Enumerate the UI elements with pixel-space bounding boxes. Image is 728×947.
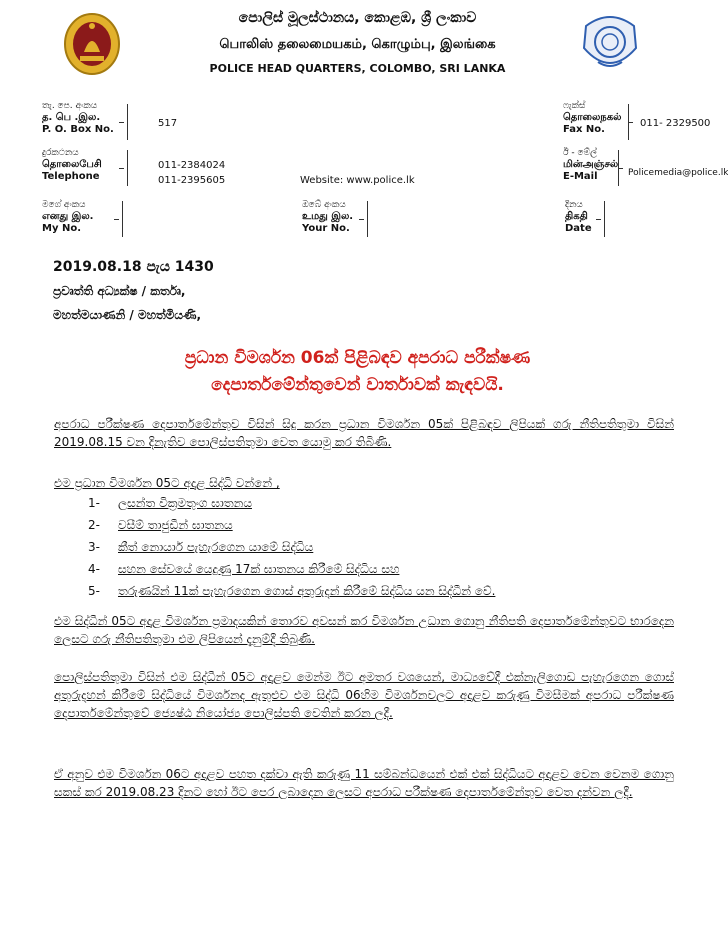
recipient: ප්‍රවෘත්ති අධ්‍යක්ෂ / කර්තෘ, [53,284,186,298]
fax-value: 011- 2329500 [640,118,711,129]
list-intro: එම ප්‍රධාන විමර්ශන 05ට අදාළ සිද්ධි වන්නේ , [54,476,280,490]
fax-bracket [628,104,636,140]
incident-list [88,496,495,606]
list-item: 4- සහන සේවයේ යෙදුණු 17ක් ඝාතනය කිරීමේ සිද්ධිය සහ [88,562,400,576]
list-item: 5- තරුණයින් 11ක් පැහැරගෙන ගොස් අතුරුදන් කිරීමේ සිද්ධිය යන සිද්ධීන් වේ. [88,584,496,598]
date-time: 2019.08.18 පැය 1430 [53,259,214,275]
po-box-value: 517 [158,118,178,129]
document-title-line-1: ප්‍රධාන විමර්ශන 06ක් පිළිබඳව අපරාධ පරීක්ෂණ [184,348,531,368]
header-tamil: பொலிஸ் தலைமையகம், கொழும்பு, இலங்கை [219,37,496,52]
list-item: 2- වසීම් තාජුඩීන් ඝාතනය [88,518,233,532]
telephone-value-2: 011-2395605 [158,175,226,186]
header-english: POLICE HEAD QUARTERS, COLOMBO, SRI LANKA [209,62,506,75]
paragraph-4: ඒ අනුව එම විමර්ශන 06ට අදාළව පහත දක්වා ඇති කරුණු 11 සම්බන්ධයෙන් එක් එක් සිද්ධියට අදාළව වෙන වෙනම ගොනු සකස් කර 2019.08.23 දිනට හෝ ඊට පෙර ලබාදෙන ලෙසට අපරාධ පරීක්ෂණ දෙපාර්තමේන්තුව වෙත දන්වන ලදී. [54,767,674,799]
date-bracket [597,201,605,237]
email-label: ඊ - මේල් மின்அஞ்சல் E-Mail [563,148,619,182]
telephone-label: දුරකථනය தொலைபேசி Telephone [42,148,102,182]
po-box-label: තැ. පෙ. අංකය த. பெ .இல. P. O. Box No. [42,101,114,135]
my-no-label: මගේ අංකය எனது இல. My No. [42,200,94,234]
list-item: 1- ලසන්ත වික්‍රමතුංග ඝාතනය [88,496,252,510]
telephone-bracket [120,150,128,186]
website-label: Website: www.police.lk [300,175,415,186]
header-sinhala: පොලිස් මූලස්ථානය, කොළඹ, ශ්‍රී ලංකාව [238,10,477,26]
paragraph-2: එම සිද්ධීන් 05ට අදාළ විමර්ශන ප්‍රමාදයකින් තොරව අවසන් කර විමර්ශන උධාන ගොනු නීතිපති දෙපාර්තමේන්තුවට භාරදෙන ලෙසට ගරු නීතිපතිතුමා එම ලිපියෙන් දැනුම්දී තිබුණි. [54,614,674,646]
po-box-bracket [120,104,128,140]
document-title-line-2: දෙපාර්තමේන්තුවෙන් වාර්තාවක් කැඳවයි. [211,375,504,395]
your-no-bracket [360,201,368,237]
telephone-value-1: 011-2384024 [158,160,226,171]
salutation: මහත්මයාණනි / මහත්මියණි, [53,308,202,322]
fax-label: ෆැක්ස් தொலைநகல் Fax No. [563,101,622,135]
paragraph-1: අපරාධ පරීක්ෂණ දෙපාර්තමේන්තුව විසින් සිදු කරන ප්‍රධාන විමර්ශන 05ක් පිළිබඳව ලිපියක් ගරු නීතිපතිතුමා විසින් 2019.08.15 වන දිනැතිව පොලිස්පතිතුමා වෙත යොමු කර තිබිණි. [54,417,674,449]
date-label: දිනය திகதி Date [565,200,592,234]
your-no-label: ඔබේ අංකය உமது இல. Your No. [302,200,354,234]
email-value: Policemedia@police.lk [628,168,728,178]
my-no-bracket [115,201,123,237]
list-item: 3- කීත් නොයාර් පැහැරගෙන යාමේ සිද්ධිය [88,540,314,554]
paragraph-3: පොලිස්පතිතුමා විසින් එම සිද්ධීන් 05ට අදාළව මෙන්ම ඊට අමතර වශයෙන්, මාධ්‍යවේදී එක්නැලිගොඩ පැහැරගෙන ගොස් අතුරුදහන් කිරීමේ සිද්ධියේ විමර්ශනද ඇතුළුව එම සිද්ධි 06හිම විමර්ශනවලට අදාළව කරුණු විමසීමක් අපරාධ පරීක්ෂණ දෙපාර්තමේන්තුවේ ජ්‍යෙෂ්ඨ නියෝජ්‍ය පොලිස්පති වෙතින් කරන ලදී. [54,670,674,720]
email-bracket [618,150,626,186]
